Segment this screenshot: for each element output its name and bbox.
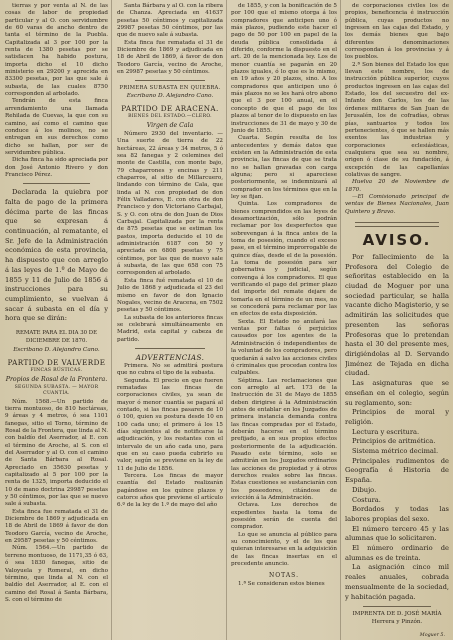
divider	[363, 606, 431, 607]
paragraph: Núm. 1564.—Un partido de terreno montuoso, de 1171,35 ó 63, ó sea 1830 fanegas, sitio de Valoyuela y Romeral, en dicho término, que linda al N. con el baldío del Aserrador, al E. con el camino del Rosal á Santa Bárbara, S. con el término de	[5, 545, 108, 603]
paragraph: Las asignaturas que se enseñan en el colegio, según su reglamento, son:	[345, 379, 449, 407]
remate-date: REMATE PARA EL DIA 30 DE DICIEMBRE DE 1870.	[15, 330, 98, 345]
subject-item: Bordados y todas las labores propias del sexo.	[345, 505, 449, 523]
paragraph: El número ordinario de alumnas es de treinta.	[345, 544, 449, 562]
paragraph: El número tercero 45 y las alumnas que lo solicitaren.	[345, 524, 449, 543]
escribano: Escribano D. Alejandro Cano.	[13, 347, 100, 354]
paragraph: 2.ª Son bienes del Estado los que llevan este nombre, los de instrucción pública superior, cuyos productos ingresen en las cajas del Estado, los del secuestro del ex-Infante don Carlos, los de las órdenes militares de San Juan de Jerusalén, los de cofradías, obras pías, santuarios y todos los pertenecientes, ó que se hallen más exentos las industrias y corporaciones eclesiásticas, cualquiera que sea su nombre, origen ó clase de su fundación, á excepción de las capellanías colativas de sangre.	[345, 61, 449, 178]
fecha: Huelva 20 de Noviembre de 1870.	[345, 179, 449, 193]
column-4	[345, 0, 449, 640]
paragraph: La asignación cinco mil reales anuales, cobrada mensualmente de la sociedad, y habitación pagada.	[345, 563, 449, 601]
comisionado: —El Comisionado principal de ventas de Bienes Nacionales, Juan Quintero y Bravo.	[345, 193, 449, 215]
page-stamp: Moguer 5.	[419, 633, 445, 638]
subject-item: Sistema métrico decimal.	[352, 447, 439, 456]
subject-item: Dibujo.	[352, 485, 377, 494]
notas-heading: NOTAS.	[269, 572, 299, 580]
virgen-label: Virgen de Cala	[146, 121, 194, 129]
paragraph: Santa Bárbara y al O. con la ribera de Chanza. Apreciada en 41637 pesetas 50 céntimos y capitalizada 29987 pesetas 50 céntimos, por las que de nuevo sale á subasta.	[117, 3, 223, 39]
paragraph: Cuarta. Según resulta de los antecedentes y demás datos que existen en la Administración de esta provincia, las fincas de que se trata no se hallan gravadas con carga alguna; pero si apareciese posteriormente, se indemnizará al comprador en los términos que en la ley se fijan.	[231, 135, 337, 200]
paragraph: Quinta. Los compradores de bienes comprendidos en las leyes de desamortización, sólo podrán reclamar por los desperfectos que sobrevengan á la finca antes de la toma de posesión, cuando el exceso pase, en el término improrrogable de quince días, desde el de la posesión. La toma de posesión para ser gobernativa y judicial, según convenga á los compradores. El que verificando el pago del primer plazo del importe del remate dejare de tomarla en el término de un mes, no se concederá para reclamar por las en efectos de esta disposición.	[231, 201, 337, 318]
paragraph: La subasta de los anteriores fincas se celebrará simultáneamente en Madrid, esta capital y cabeza de partido.	[117, 314, 223, 343]
fincas-label: FINCAS RÚSTICAS.	[30, 367, 83, 373]
paragraph: Octava. Los derechos de expedientes hasta la toma de posesión serán de cuenta del comprador.	[231, 502, 337, 531]
paragraph: Esta finca fue rematada el 31 de Diciembre de 1869 y adjudicada en 18 de Abril de 1869 á favor de don Teodoro García, vecino de Aroche, en 29587 pesetas y 50 céntimos.	[5, 508, 108, 545]
partido-heading: PARTIDO DE ARACENA.	[121, 103, 219, 113]
paragraph: Séptima. Las reclamaciones que con arreglo al art. 173 de la Instrucción de 31 de Mayo de 1855 deben dirigirse á la Administración antes de entablar en los Juzgados de primera instancia demanda contra las fincas compradas por el Estado, deberán hacerse en el término prefijado, a en sus propios efectos posteriormente de la adjudicación. Pasado este término, solo se admitirán en los Juzgados ordinarios las acciones de propiedad y á otros derechos reales sobre las fincas. Estas cuestiones se sustanciarán con los poseedores, citándose de evicción á la Administración.	[231, 377, 337, 502]
subject-item: Principios de aritmética.	[352, 437, 436, 446]
paragraph: Tendrán de esta finca arrendamiento una llamada Rehilada de Cuevas, la que con su camino, así como el camino que conduce á los molinos, no se entregan en sus derechos como dicho se hallan, por ser de servidumbre pública.	[5, 98, 108, 156]
paragraph: de 1855, y con la bonificación de 5 por 100 que el mismo otorga á los compradores que anticipen uno ó más plazos, pudiendo este hacer el pago de 50 por 100 en papel de la deuda pública consolidada á diferido, conforme la dispuesto en el art. 20 de la mencionada ley. Los de menor cuantía se pagarán en 20 plazos iguales, ó lo que es lo mismo, en 19 años y 20 plazos, sino. A los compradores que anticipen uno ó más plazos no se les hará otro abono que el 3 por 100 anual, en el concepto de que el pago de los plazos al tenor de lo dispuesto en las instrucciones de 31 de mayo y 30 de Junio de 1855.	[231, 3, 337, 134]
paragraph: Lo que se anuncia al público para su conocimiento, y el de los que quieran interesarse en la adquisición de las fincas insertas en el precedente anuncio.	[231, 531, 337, 568]
column-2	[117, 0, 223, 640]
paragraph: Núm. 1568.—Un partido de tierra montuoso, de 810 hectáreas, 9 áreas y 4 metros, ó sea 1101 fanegas, sitio el Torno, término de Rosal de la Frontera, que linda al N. con baldío del Aserrador, al E. con el término de Aroche, al S. con el del Aserrador y al O. con el camino de Santa Bárbara al Rosal. Apreciado en 35630 pesetas y capitalizado al 5 por 100 por la renta de 1325, importa deducido el 10 de mano doctrina 29987 pesetas y 50 céntimos, por las que se nuevo sale á subasta.	[5, 398, 108, 508]
section-heading: PARTIDO DE VALVERDE	[7, 357, 106, 367]
subject-item: Lectura y escritura.	[352, 427, 420, 436]
propios-label: Propios de Rosal de la Frontera.	[5, 375, 108, 383]
subject-item: Costura.	[352, 495, 381, 504]
column-1	[5, 0, 108, 640]
subject-item: Principales rudimentos de Geografía é Historia de España.	[345, 456, 449, 485]
paragraph: Por fallecimiento de la Profesora del Colegio de señoritas establecido en la ciudad de Moguer por una sociedad particular, se halla vacante dicho Magisterio, y se admitirán las solicitudes que presenten las señoras Profesoras que lo pretendan hasta el 30 del presente mes, dirigiéndolas al D. Servando Jiménez de Tejada en dicha ciudad.	[345, 252, 449, 378]
divider	[135, 80, 205, 81]
divider	[23, 183, 90, 184]
column-rule	[226, 0, 227, 640]
paragraph: Primera. No se admitirá postura que no cubra el tipo de la subasta.	[117, 362, 223, 377]
advertencias-heading: ADVERTENCIAS.	[135, 352, 205, 362]
column-rule	[111, 0, 112, 640]
aviso-heading: AVISO.	[362, 230, 432, 249]
paragraph: Esta finca fue rematada el 31 de Diciembre de 1869 y adjudicada en 18 de Abril de 1869, á favor de don Teodoro García, vecino de Aroche, en 29987 pesetas y 50 céntimos.	[117, 39, 223, 76]
paragraph: tierras y por venta al N. de las cosas de labor de propiedad particular y al O. con servidumbre de 60 varas de ancho dentro de tanta el término de la Puebla. Capitalizada al 3 por 100 por la renta de 1380 pesetas por se satisfacen ha habido postura, importa dicho el 10 dicho ministerio en 29200 y aprecida en 83300 pesetas, por las que sale á subasta, de las cuales 8750 corresponden al arbolado.	[5, 3, 108, 98]
double-divider	[355, 222, 439, 227]
paragraph: Esta finca fué rematada el 10 de Julio de 1868 y adjudicada el 23 del mismo en favor de don Ignacio Nogales, vecino de Aracena, en 7502 pesetas y 50 céntimos.	[117, 277, 223, 314]
column-3	[231, 0, 337, 640]
imprenta: IMPRENTA DE D. JOSÉ MARÍA Herrera y Pinzón.	[352, 611, 442, 625]
paragraph: Número 2930 del inventario. —Una suerte de tierra de 22 hectáreas, 22 áreas y 34 metros, 5 ó sea 82 fanegas y 2 celemines del monte de Castilla, con monte bajo, 79 chaparrones y encinas y 211 chaparros, al sitio de Millarcuero, lindando con término de Cala, que linda al N. con propiedad de don Félix Valladares, E. con otra de don Francisco y don Victoriano Carbajal, S. y O. con otra de don Juan de Dios Carbajal. Capitalizada por la renta de 875 pesetas que se estiman los pastos, importa deducido el 10 de administración 6187 con 50 y apreciada en 6808 pesetas y 75 céntimos, por las que de nuevo sale á subasta, de las que 658 con 75 corresponden al arbolado.	[117, 130, 223, 277]
paragraph: Dicha finca ha sido apreciada por don José Antonio Rivero y don Francisco Pérez.	[5, 157, 108, 178]
column-rule	[340, 0, 341, 640]
escribano: Escribano D. Alejandro Cano.	[126, 93, 214, 100]
quiebra-notice: Declarada la quiebra por falta de pago de la primera décima parte de las fincas que se expresan á continuación, al rematante, el Sr. Jefe de la Administración económica de esta provincia, ha dispuesto que con arreglo á las leyes de 1.º de Mayo de 1855 y 11 de Julio de 1856 á instrucciones para su cumplimiento, se vuelvan á sacar á subasta en el día y hora que se dirán:	[5, 188, 108, 323]
bienes-label: BIENES DEL ESTADO.—CLERO.	[128, 113, 212, 119]
paragraph: Sexta. El Estado no anulará las ventas por faltas ó perjuicios causados por los agentes de la Administración ó independientes de la voluntad de los compradores, pero quedarán á salvo las acciones civiles ó criminales que procedan contra los culpables.	[231, 318, 337, 377]
paragraph: 1.ª Se consideran estos bienes	[238, 581, 325, 588]
paragraph: de corporaciones civiles los de propios, beneficencia é instrucción pública, cuyas productos no ingresen en las cajas del Estado, y los demás bienes que bajo diferentes denominaciones correspondan á los provincias y á los pueblos.	[345, 3, 449, 61]
subject-item: Principios de moral y religión.	[345, 408, 449, 426]
divider	[135, 348, 205, 349]
paragraph: Tercera. Los fincas de mayor cuantía del Estado realizarán pagándose en los quince plazos y catorce años que previene el artículo 6.º de la ley de 1.º de mayo del año	[117, 473, 223, 509]
primera-subasta: PRIMERA SUBASTA EN QUIEBRA.	[119, 85, 221, 92]
paragraph: Segunda. El precio en que fueren rematadas las fincas de corporaciones civiles, ya sean de mayor ó menor cuantía se pagará al contado, si las fincas pasaren de 10 ó 100, quien su postura desde 10 en 100 cada uno; el primero á los 15 días siguientes al de notificarse la adjudicación, y los restantes con el intervalo de un año cada uno, para que en su caso pueda cubrirlo su valor, según se previene en la ley de 11 de Julio de 1856.	[117, 377, 223, 472]
subasta-label: SEGUNDA SUBASTA. — MAYOR CUANTÍA.	[14, 384, 99, 396]
